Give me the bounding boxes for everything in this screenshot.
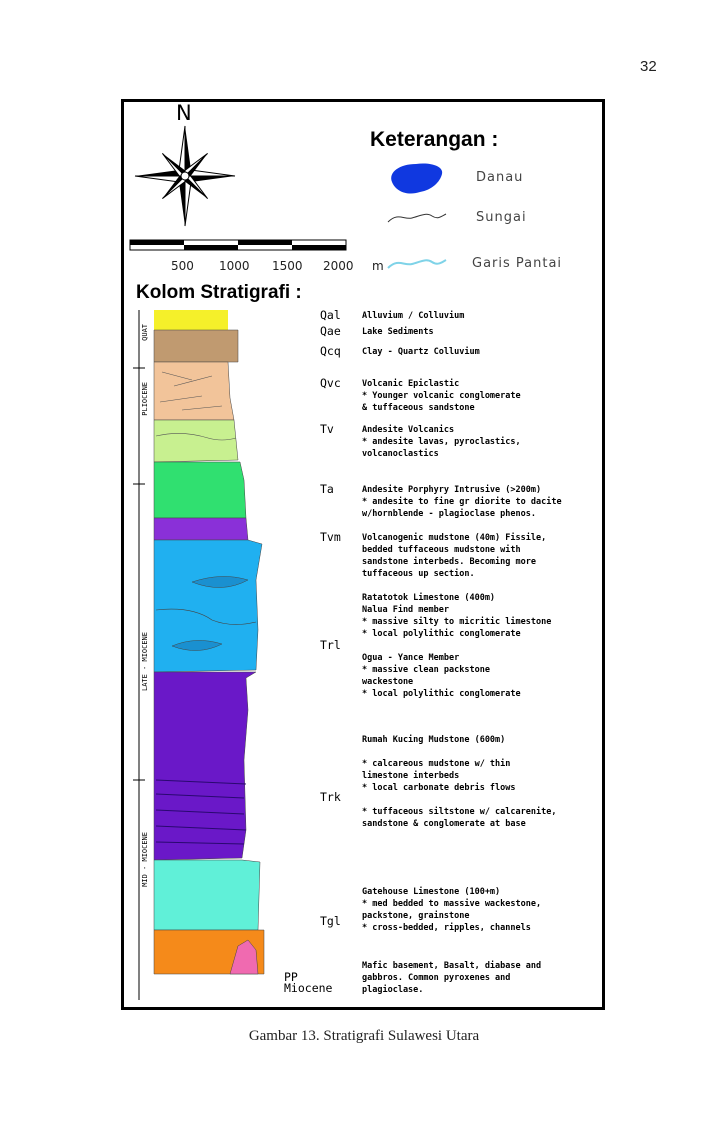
compass-rose-icon <box>129 120 241 232</box>
scale-unit: m <box>372 259 384 273</box>
unit-code-ta: Ta <box>320 482 334 496</box>
unit-code-trk: Trk <box>320 790 341 804</box>
unit-desc-qal: Alluvium / Colluvium <box>362 311 465 321</box>
unit-code-trl: Trl <box>320 638 341 652</box>
page-number: 32 <box>640 58 657 75</box>
unit-desc-qvc: Volcanic Epiclastic * Younger volcanic conglomerate & tuffaceous sandstone <box>362 379 521 413</box>
stratigraphic-column <box>152 310 292 1010</box>
river-icon <box>386 208 448 228</box>
axis-label-mid-miocene: MID - MIOCENE <box>141 832 149 887</box>
legend-label-coastline: Garis Pantai <box>472 256 563 271</box>
scale-bar <box>128 236 350 256</box>
unit-desc-pp-miocene: Mafic basement, Basalt, diabase and gabbros. Common pyroxenes and plagioclase. <box>362 961 542 995</box>
unit-code-qcq: Qcq <box>320 344 341 358</box>
coastline-icon <box>386 254 448 274</box>
unit-desc-tv: Andesite Volcanics * andesite lavas, pyroclastics, volcanoclastics <box>362 425 521 459</box>
unit-desc-ta: Andesite Porphyry Intrusive (>200m) * andesite to fine gr diorite to dacite w/hornblende - plagioclase phenos. <box>362 485 562 519</box>
unit-desc-tvm: Volcanogenic mudstone (40m) Fissile, bedded tuffaceous mudstone with sandstone interbeds. Becoming more tuffaceous up section. <box>362 533 547 579</box>
compass-north-label: N <box>176 101 192 125</box>
unit-desc-qae: Lake Sediments <box>362 327 434 337</box>
unit-code-pp-miocene: PP Miocene <box>284 970 333 995</box>
figure-caption: Gambar 13. Stratigrafi Sulawesi Utara <box>248 1028 480 1044</box>
legend-title: Keterangan : <box>370 128 499 151</box>
scale-tick-1500: 1500 <box>272 259 303 273</box>
column-title: Kolom Stratigrafi : <box>136 282 302 303</box>
unit-code-tgl: Tgl <box>320 914 341 928</box>
unit-desc-trl: Ratatotok Limestone (400m) Nalua Find member * massive silty to micritic limestone * local polylithic conglomerate Ogua - Yance Member * massive clean packstone wackestone * local polylithic conglomerate <box>362 593 552 699</box>
scale-tick-2000: 2000 <box>323 259 354 273</box>
unit-code-tvm: Tvm <box>320 530 341 544</box>
unit-desc-qcq: Clay - Quartz Colluvium <box>362 347 480 357</box>
unit-desc-tgl: Gatehouse Limestone (100+m) * med bedded to massive wackestone, packstone, grainstone * cross-bedded, ripples, channels <box>362 887 542 933</box>
unit-code-tv: Tv <box>320 422 334 436</box>
unit-code-qae: Qae <box>320 324 341 338</box>
unit-code-qal: Qal <box>320 308 341 322</box>
stratigraphy-figure <box>121 99 605 1010</box>
axis-label-pliocene: PLIOCENE <box>141 382 149 416</box>
scale-tick-1000: 1000 <box>219 259 250 273</box>
lake-icon <box>386 160 448 198</box>
legend-label-river: Sungai <box>476 210 527 225</box>
legend-label-lake: Danau <box>476 170 524 185</box>
axis-label-quat: QUAT <box>141 324 149 341</box>
scale-tick-500: 500 <box>171 259 194 273</box>
unit-code-qvc: Qvc <box>320 376 341 390</box>
unit-desc-trk: Rumah Kucing Mudstone (600m) * calcareous mudstone w/ thin limestone interbeds * local carbonate debris flows * tuffaceous siltstone w/ calcarenite, sandstone & conglomerate at base <box>362 735 557 829</box>
axis-label-late-miocene: LATE - MIOCENE <box>141 632 149 692</box>
